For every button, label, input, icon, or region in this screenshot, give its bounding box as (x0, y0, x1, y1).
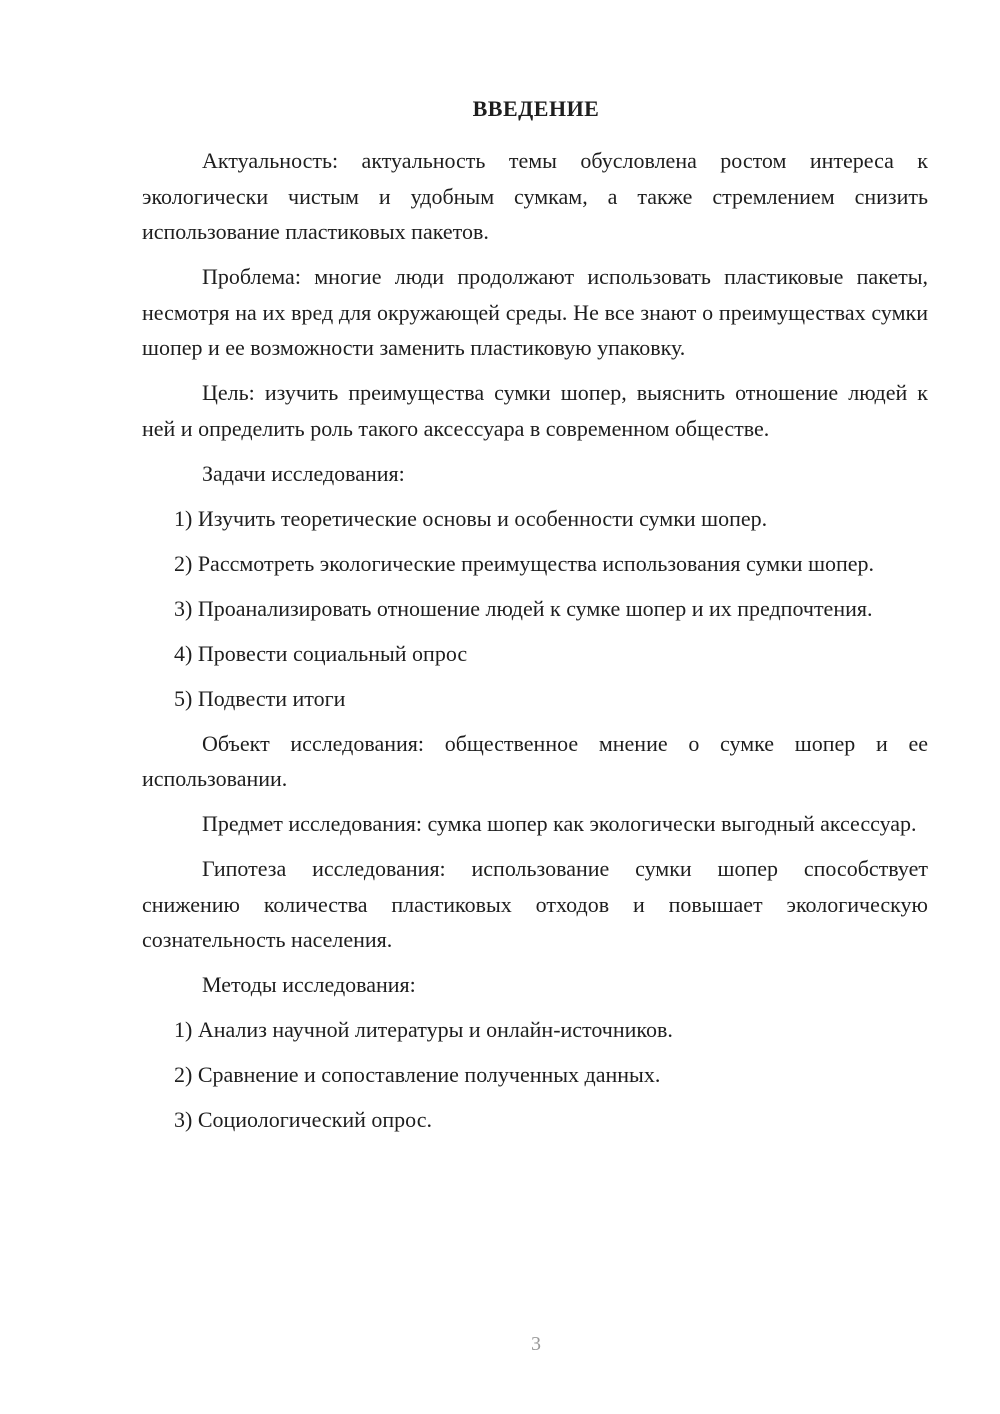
task-item-3: 3) Проанализировать отношение людей к сумке шопер и их предпочтения. (174, 595, 873, 621)
tasks-heading: Задачи исследования: (202, 460, 405, 486)
task-item-5: 5) Подвести итоги (174, 685, 346, 711)
method-item-3: 3) Социологический опрос. (174, 1107, 432, 1132)
page-title: ВВЕДЕНИЕ (472, 96, 600, 121)
problem-paragraph: Проблема: многие люди продолжают использовать пластиковые пакеты, несмотря на их вред для окружающей среды. Не все знают о преимуществах сумки шопер и ее возможности заменить пластиковую упаковку. (142, 264, 928, 360)
page-number: 3 (531, 1333, 541, 1355)
document-body (142, 143, 928, 1147)
method-item-2: 2) Сравнение и сопоставление полученных данных. (174, 1062, 661, 1087)
goal-paragraph: Цель: изучить преимущества сумки шопер, выяснить отношение людей к ней и определить роль такого аксессуара в современном обществе. (142, 380, 928, 441)
hypothesis-paragraph: Гипотеза исследования: использование сумки шопер способствует снижению количества пластиковых отходов и повышает экологическую сознательность населения. (142, 856, 928, 952)
task-item-4: 4) Провести социальный опрос (174, 640, 468, 666)
method-item-1: 1) Анализ научной литературы и онлайн-источников. (174, 1017, 673, 1042)
relevance-paragraph: Актуальность: актуальность темы обусловлена ростом интереса к экологически чистым и удобным сумкам, а также стремлением снизить использование пластиковых пакетов. (142, 148, 928, 244)
task-item-2: 2) Рассмотреть экологические преимущества использования сумки шопер. (174, 550, 875, 576)
object-paragraph: Объект исследования: общественное мнение о сумке шопер и ее использовании. (142, 730, 928, 791)
subject-paragraph: Предмет исследования: сумка шопер как экологически выгодный аксессуар. (202, 811, 917, 836)
task-item-1: 1) Изучить теоретические основы и особенности сумки шопер. (174, 505, 768, 531)
methods-heading: Методы исследования: (202, 972, 416, 997)
